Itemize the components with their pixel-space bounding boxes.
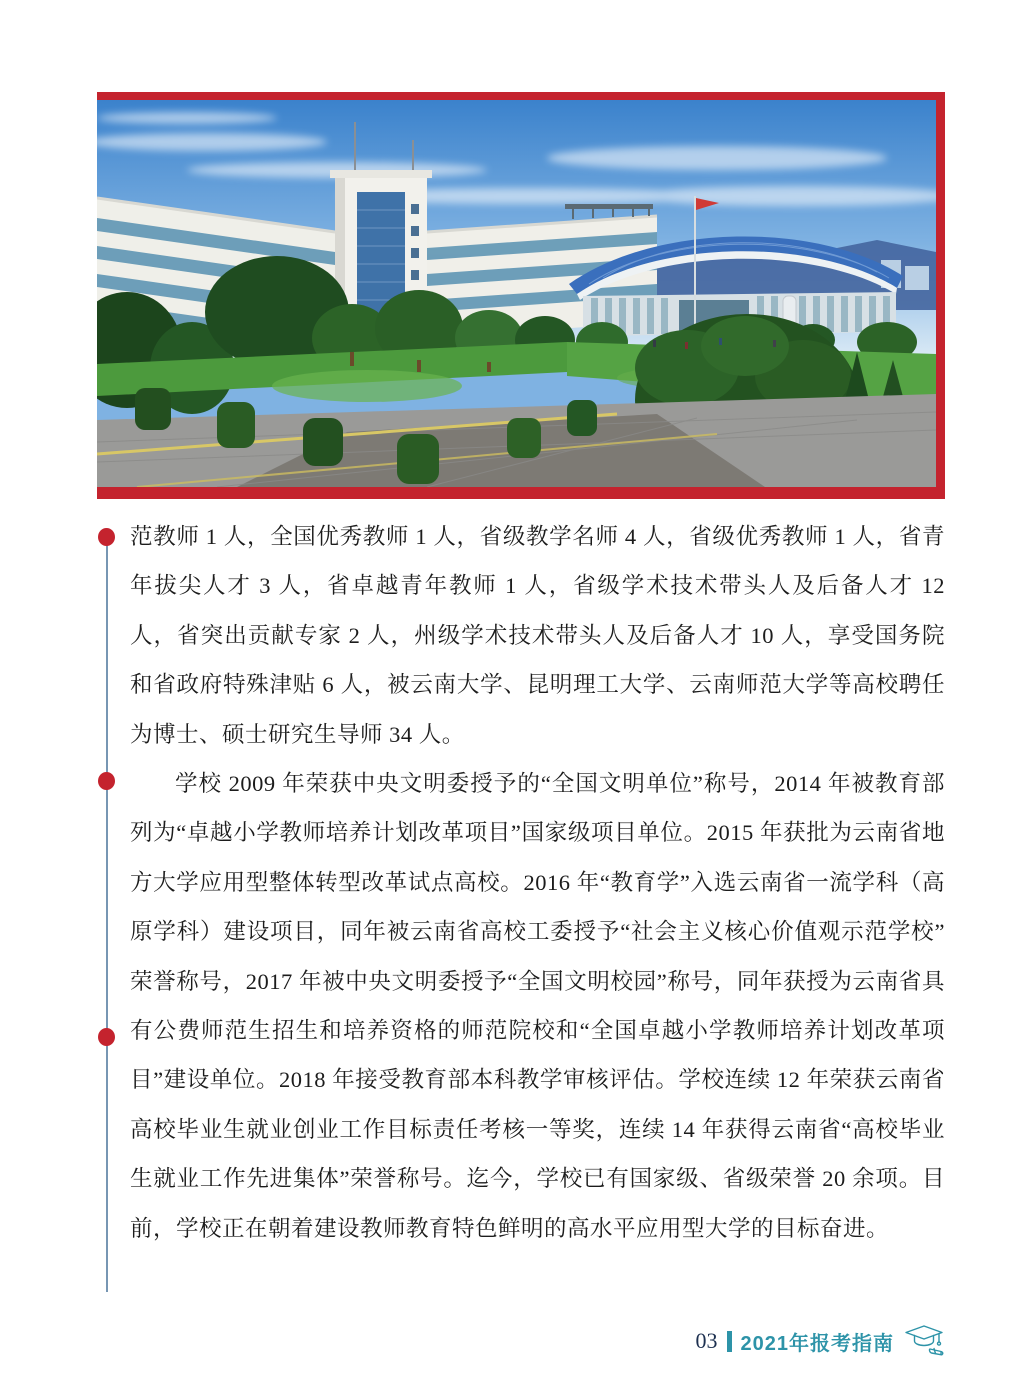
campus-photo-illustration <box>97 100 936 487</box>
page-number: 03 <box>695 1328 718 1353</box>
timeline-line <box>106 537 108 1292</box>
paragraph: 范教师 1 人，全国优秀教师 1 人，省级教学名师 4 人，省级优秀教师 1 人，省青年拔尖人才 3 人，省卓越青年教师 1 人，省级学术技术带头人及后备人才 12 人，省突出贡献专家 2 人，州级学术技术带头人及后备人才 10 人，享受国务院和省政府特殊津贴 6 人，被云南大学、昆明理工大学、云南师范大学等高校聘任为博士、硕士研究生导师 34 人。 <box>130 524 945 747</box>
footer <box>696 1324 948 1358</box>
campus-photo-frame <box>97 92 945 499</box>
paragraph: 学校 2009 年荣获中央文明委授予的“全国文明单位”称号，2014 年被教育部列为“卓越小学教师培养计划改革项目”国家级项目单位。2015 年获批为云南省地方大学应用型整体转型改革试点高校。2016 年“教育学”入选云南省一流学科（高原学科）建设项目，同年被云南省高校工委授予“社会主义核心价值观示范学校”荣誉称号，2017 年被中央文明委授予“全国文明校园”称号，同年获授为云南省具有公费师范生招生和培养资格的师范院校和“全国卓越小学教师培养计划改革项目”建设单位。2018 年接受教育部本科教学审核评估。学校连续 12 年荣获云南省高校毕业生就业创业工作目标责任考核一等奖，连续 14 年获得云南省“高校毕业生就业工作先进集体”荣誉称号。迄今，学校已有国家级、省级荣誉 20 余项。目前，学校正在朝着建设教师教育特色鲜明的高水平应用型大学的目标奋进。 <box>130 771 945 1241</box>
red-dot-marker <box>98 772 115 790</box>
article <box>130 512 945 1253</box>
footer-separator <box>727 1331 732 1352</box>
red-dot-marker <box>98 528 115 546</box>
red-dot-marker <box>98 1028 115 1046</box>
campus-photo <box>97 100 936 487</box>
graduation-cap-icon <box>903 1324 947 1358</box>
guide-title: 2021年报考指南 <box>740 1332 894 1355</box>
